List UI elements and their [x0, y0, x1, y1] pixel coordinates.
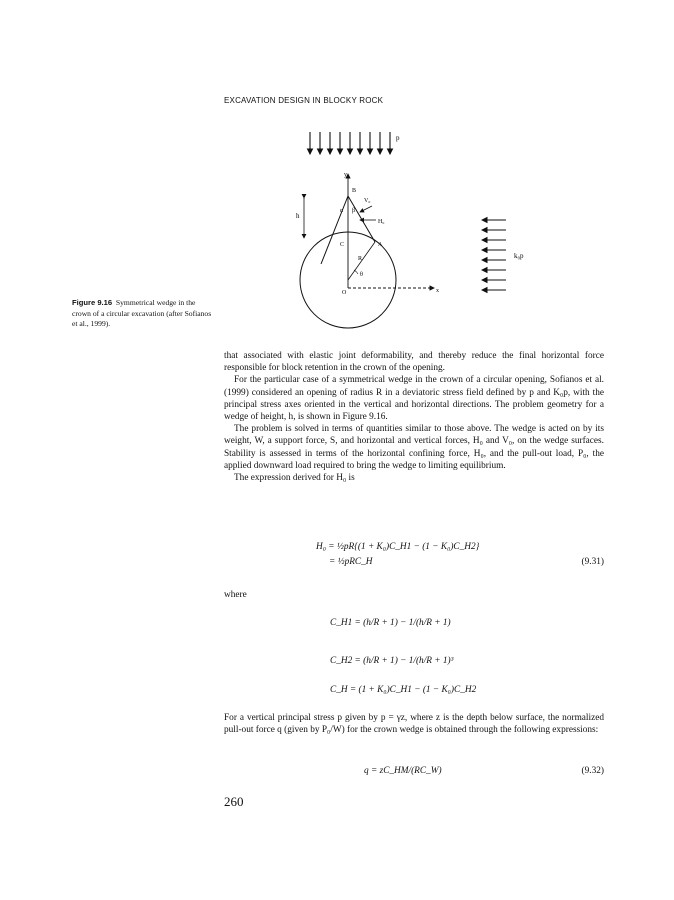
- paragraph-2: For the particular case of a symmetrical wedge in the crown of a circular opening, Sofianos et al. (1999) considered an opening of radius R in a deviatoric stress field defined by p and K₀p, with the principal stress axes oriented in the vertical and horizontal directions. The problem geometry for a wedge of height, h, is shown in Figure 9.16.: [224, 375, 604, 423]
- equation-ch: C_H = (1 + K₀)C_H1 − (1 − K₀)C_H2: [330, 685, 477, 695]
- label-O: O: [342, 290, 347, 296]
- page-number: 260: [224, 794, 244, 809]
- label-B: B: [352, 188, 357, 194]
- eq-931-line2: = ½pRC_H (9.31): [224, 555, 604, 570]
- label-x: x: [436, 288, 439, 294]
- equation-ch2: C_H2 = (h/R + 1) − 1/(h/R + 1)³: [330, 656, 454, 666]
- eq-932-text: q = zC_HM/(RC_W): [364, 766, 442, 776]
- where-label: where: [224, 590, 247, 600]
- label-p: p: [396, 134, 400, 142]
- caption-label: Figure 9.16: [72, 298, 113, 307]
- eq-931-line1: H₀ = ½pR{(1 + K₀)C_H1 − (1 − K₀)C_H2}: [316, 542, 480, 552]
- paragraph-4: The expression derived for H₀ is: [234, 473, 355, 484]
- label-theta: θ: [360, 272, 363, 278]
- label-C: C: [340, 242, 345, 248]
- running-head: EXCAVATION DESIGN IN BLOCKY ROCK: [224, 96, 384, 105]
- caption-text: Symmetrical wedge in the crown of a circular excavation (after Sofianos et al., 1999).: [72, 298, 212, 328]
- paragraph-3: The problem is solved in terms of quantities similar to those above. The wedge is acted on by its weight, W, a support force, S, and horizontal and vertical forces, H₀ and V₀, on the wedge surfaces. Stability is assessed in terms of the horizontal confining force, H₀, and the pull-out load, P₀, the applied downward load required to bring the wedge to limiting equilibrium.: [224, 424, 604, 471]
- paragraph-1: that associated with elastic joint deformability, and thereby reduce the final horizontal force responsible for block retention in the crown of the opening.: [224, 351, 604, 374]
- label-V0: V₀: [364, 198, 371, 204]
- label-y: y: [344, 172, 347, 178]
- label-A: A: [378, 242, 383, 248]
- label-R: R: [358, 256, 363, 262]
- paragraph-after-equations: For a vertical principal stress p given by p = γz, where z is the depth below surface, the normalized pull-out force q (given by P₀/W) for the crown wedge is obtained through the following expressions:: [224, 713, 604, 736]
- eq-931-number: (9.31): [581, 557, 604, 567]
- label-beta: β: [352, 208, 356, 214]
- label-k0p: k₀p: [514, 252, 524, 260]
- label-H0: H₀: [378, 219, 385, 225]
- figure-caption: [72, 298, 212, 330]
- equation-9-31: [224, 540, 604, 570]
- label-h: h: [296, 212, 300, 220]
- label-alpha: α: [340, 208, 344, 214]
- body-text: [224, 350, 604, 484]
- equation-ch1: C_H1 = (h/R + 1) − 1/(h/R + 1): [330, 618, 451, 628]
- eq-932-number: (9.32): [581, 766, 604, 776]
- wedge-figure: [224, 118, 524, 343]
- horizontal-load-arrows: [482, 220, 506, 290]
- vertical-load-arrows: [310, 132, 390, 154]
